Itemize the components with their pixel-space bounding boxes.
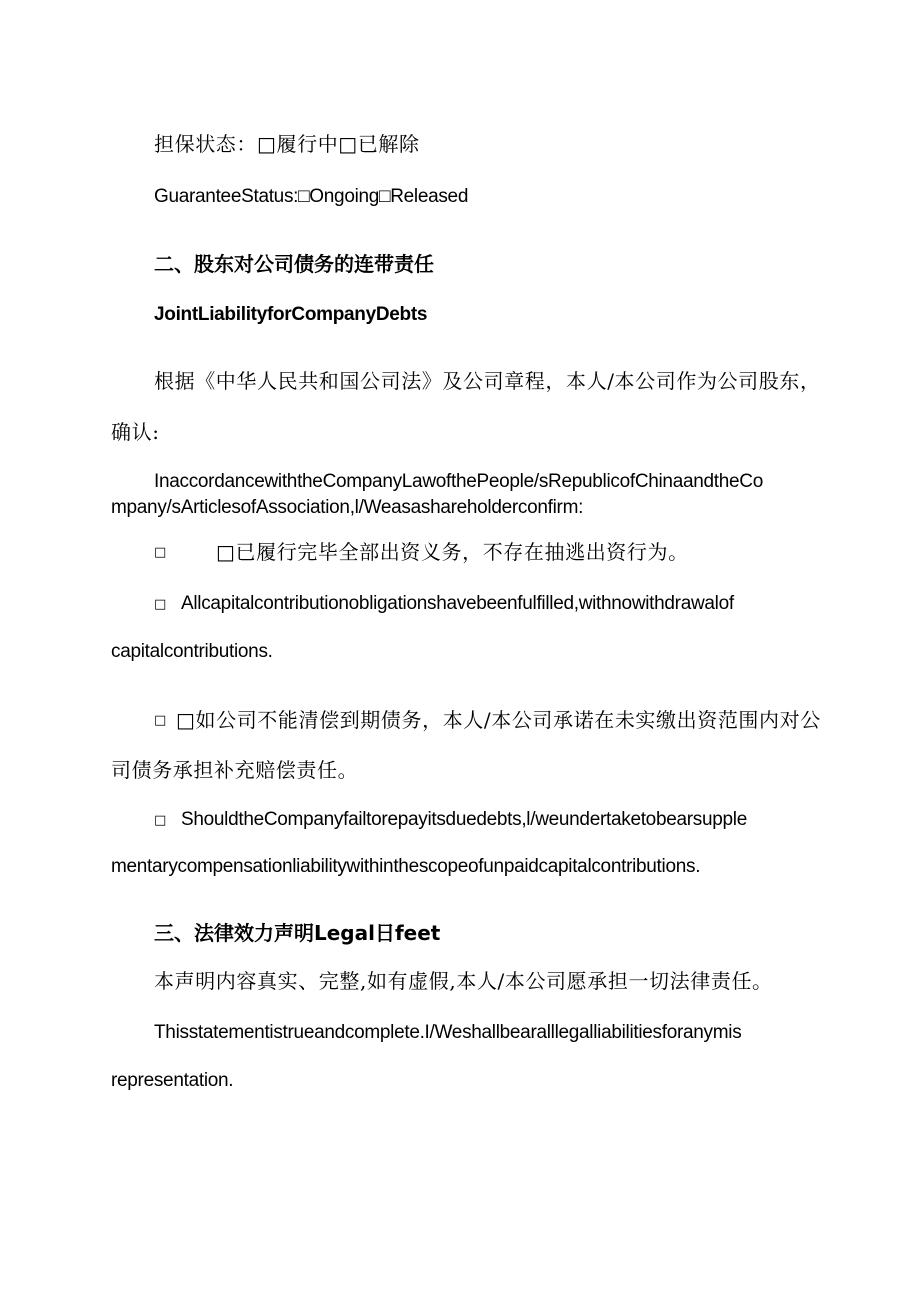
guarantee-status-en: GuaranteeStatus:□Ongoing□Released bbox=[154, 186, 469, 207]
legal-statement-en-line-1: Thisstatementistrueandcomplete.I/Weshallbearalllegalliabilitiesforanymis bbox=[154, 1022, 742, 1043]
section-2-heading-cn: 二、股东对公司债务的连带责任 bbox=[154, 252, 434, 276]
item-1-en-line-2: capitalcontributions. bbox=[111, 641, 273, 662]
intro-en-line-1: InaccordancewiththeCompanyLawofthePeople/sRepublicofChinaandtheCo bbox=[154, 471, 763, 492]
guarantee-status-cn: 担保状态：□履行中□已解除 bbox=[154, 132, 420, 156]
item-1-en-checkbox[interactable]: □ bbox=[154, 597, 167, 612]
legal-statement-en-line-2: representation. bbox=[111, 1070, 234, 1091]
item-1-checkbox[interactable]: □ bbox=[154, 545, 167, 560]
intro-en-line-2: mpany/sArticlesofAssociation,l/Weasashareholderconfirm: bbox=[111, 497, 584, 518]
item-2-cn-line-1: □如公司不能清偿到期债务，本人/本公司承诺在未实缴出资范围内对公 bbox=[176, 708, 821, 732]
intro-cn-line-2: 确认: bbox=[111, 420, 160, 444]
item-1-en-line-1: Allcapitalcontributionobligationshavebeenfulfilled,withnowithdrawalof bbox=[181, 593, 734, 614]
intro-cn-line-1: 根据《中华人民共和国公司法》及公司章程，本人/本公司作为公司股东， bbox=[154, 369, 821, 393]
section-2-heading-en: JointLiabilityforCompanyDebts bbox=[154, 304, 428, 325]
item-2-checkbox[interactable]: □ bbox=[154, 713, 167, 728]
item-1-cn: □已履行完毕全部出资义务，不存在抽逃出资行为。 bbox=[216, 540, 689, 564]
item-2-en-checkbox[interactable]: □ bbox=[154, 813, 167, 828]
item-2-en-line-1: ShouldtheCompanyfailtorepayitsduedebts,l/weundertaketobearsupple bbox=[181, 809, 747, 830]
item-2-cn-line-2: 司债务承担补充赔偿责任。 bbox=[111, 758, 359, 782]
item-2-en-line-2: mentarycompensationliabilitywithinthescopeofunpaidcapitalcontributions. bbox=[111, 856, 701, 877]
section-3-heading: 三、法律效力声明Legal日feet bbox=[154, 921, 441, 945]
legal-statement-cn: 本声明内容真实、完整,如有虚假,本人/本公司愿承担一切法律责任。 bbox=[154, 969, 773, 993]
